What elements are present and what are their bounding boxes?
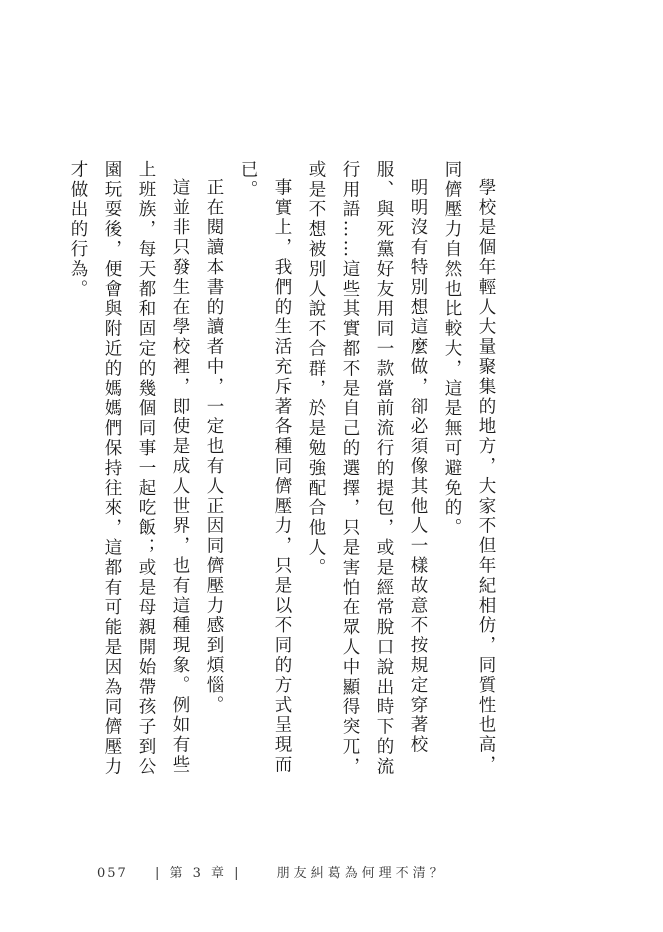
paragraph-1: 學校是個年輕人大量聚集的地方，大家不但年紀相仿，同質性也高，同儕壓力自然也比較大，這是無可避免的。 [442, 160, 496, 775]
page-footer [97, 862, 447, 881]
page-number: 057 [97, 866, 128, 881]
paragraph-2: 明明沒有特別想這麼做，卻必須像其他人一樣故意不按規定穿著校服、與死黨好友用同一款當前流行的提包，或是經常脫口說出時下的流行用語……這些其實都不是自己的選擇，只是害怕在眾人中顯得突兀，或是不想被別人說不合群，於是勉強配合他人。 [306, 160, 428, 777]
paragraph-5: 這並非只發生在學校裡，即使是成人世界，也有這種現象。例如有些上班族，每天都和固定的幾個同事一起吃飯；或是母親開始帶孩子到公園玩耍後，便會與附近的媽媽們保持往來，這都有可能是因為同儕壓力才做出的行為。 [68, 160, 190, 777]
paragraph-3: 事實上，我們的生活充斥著各種同儕壓力，只是以不同的方式呈現而已。 [238, 160, 292, 775]
book-title: 朋友糾葛為何理不清？ [276, 866, 447, 881]
paragraph-4: 正在閱讀本書的讀者中，一定也有人正因同儕壓力感到煩惱。 [204, 177, 224, 715]
chapter-label: | 第 3 章 | [154, 866, 242, 881]
body-text [61, 160, 503, 780]
